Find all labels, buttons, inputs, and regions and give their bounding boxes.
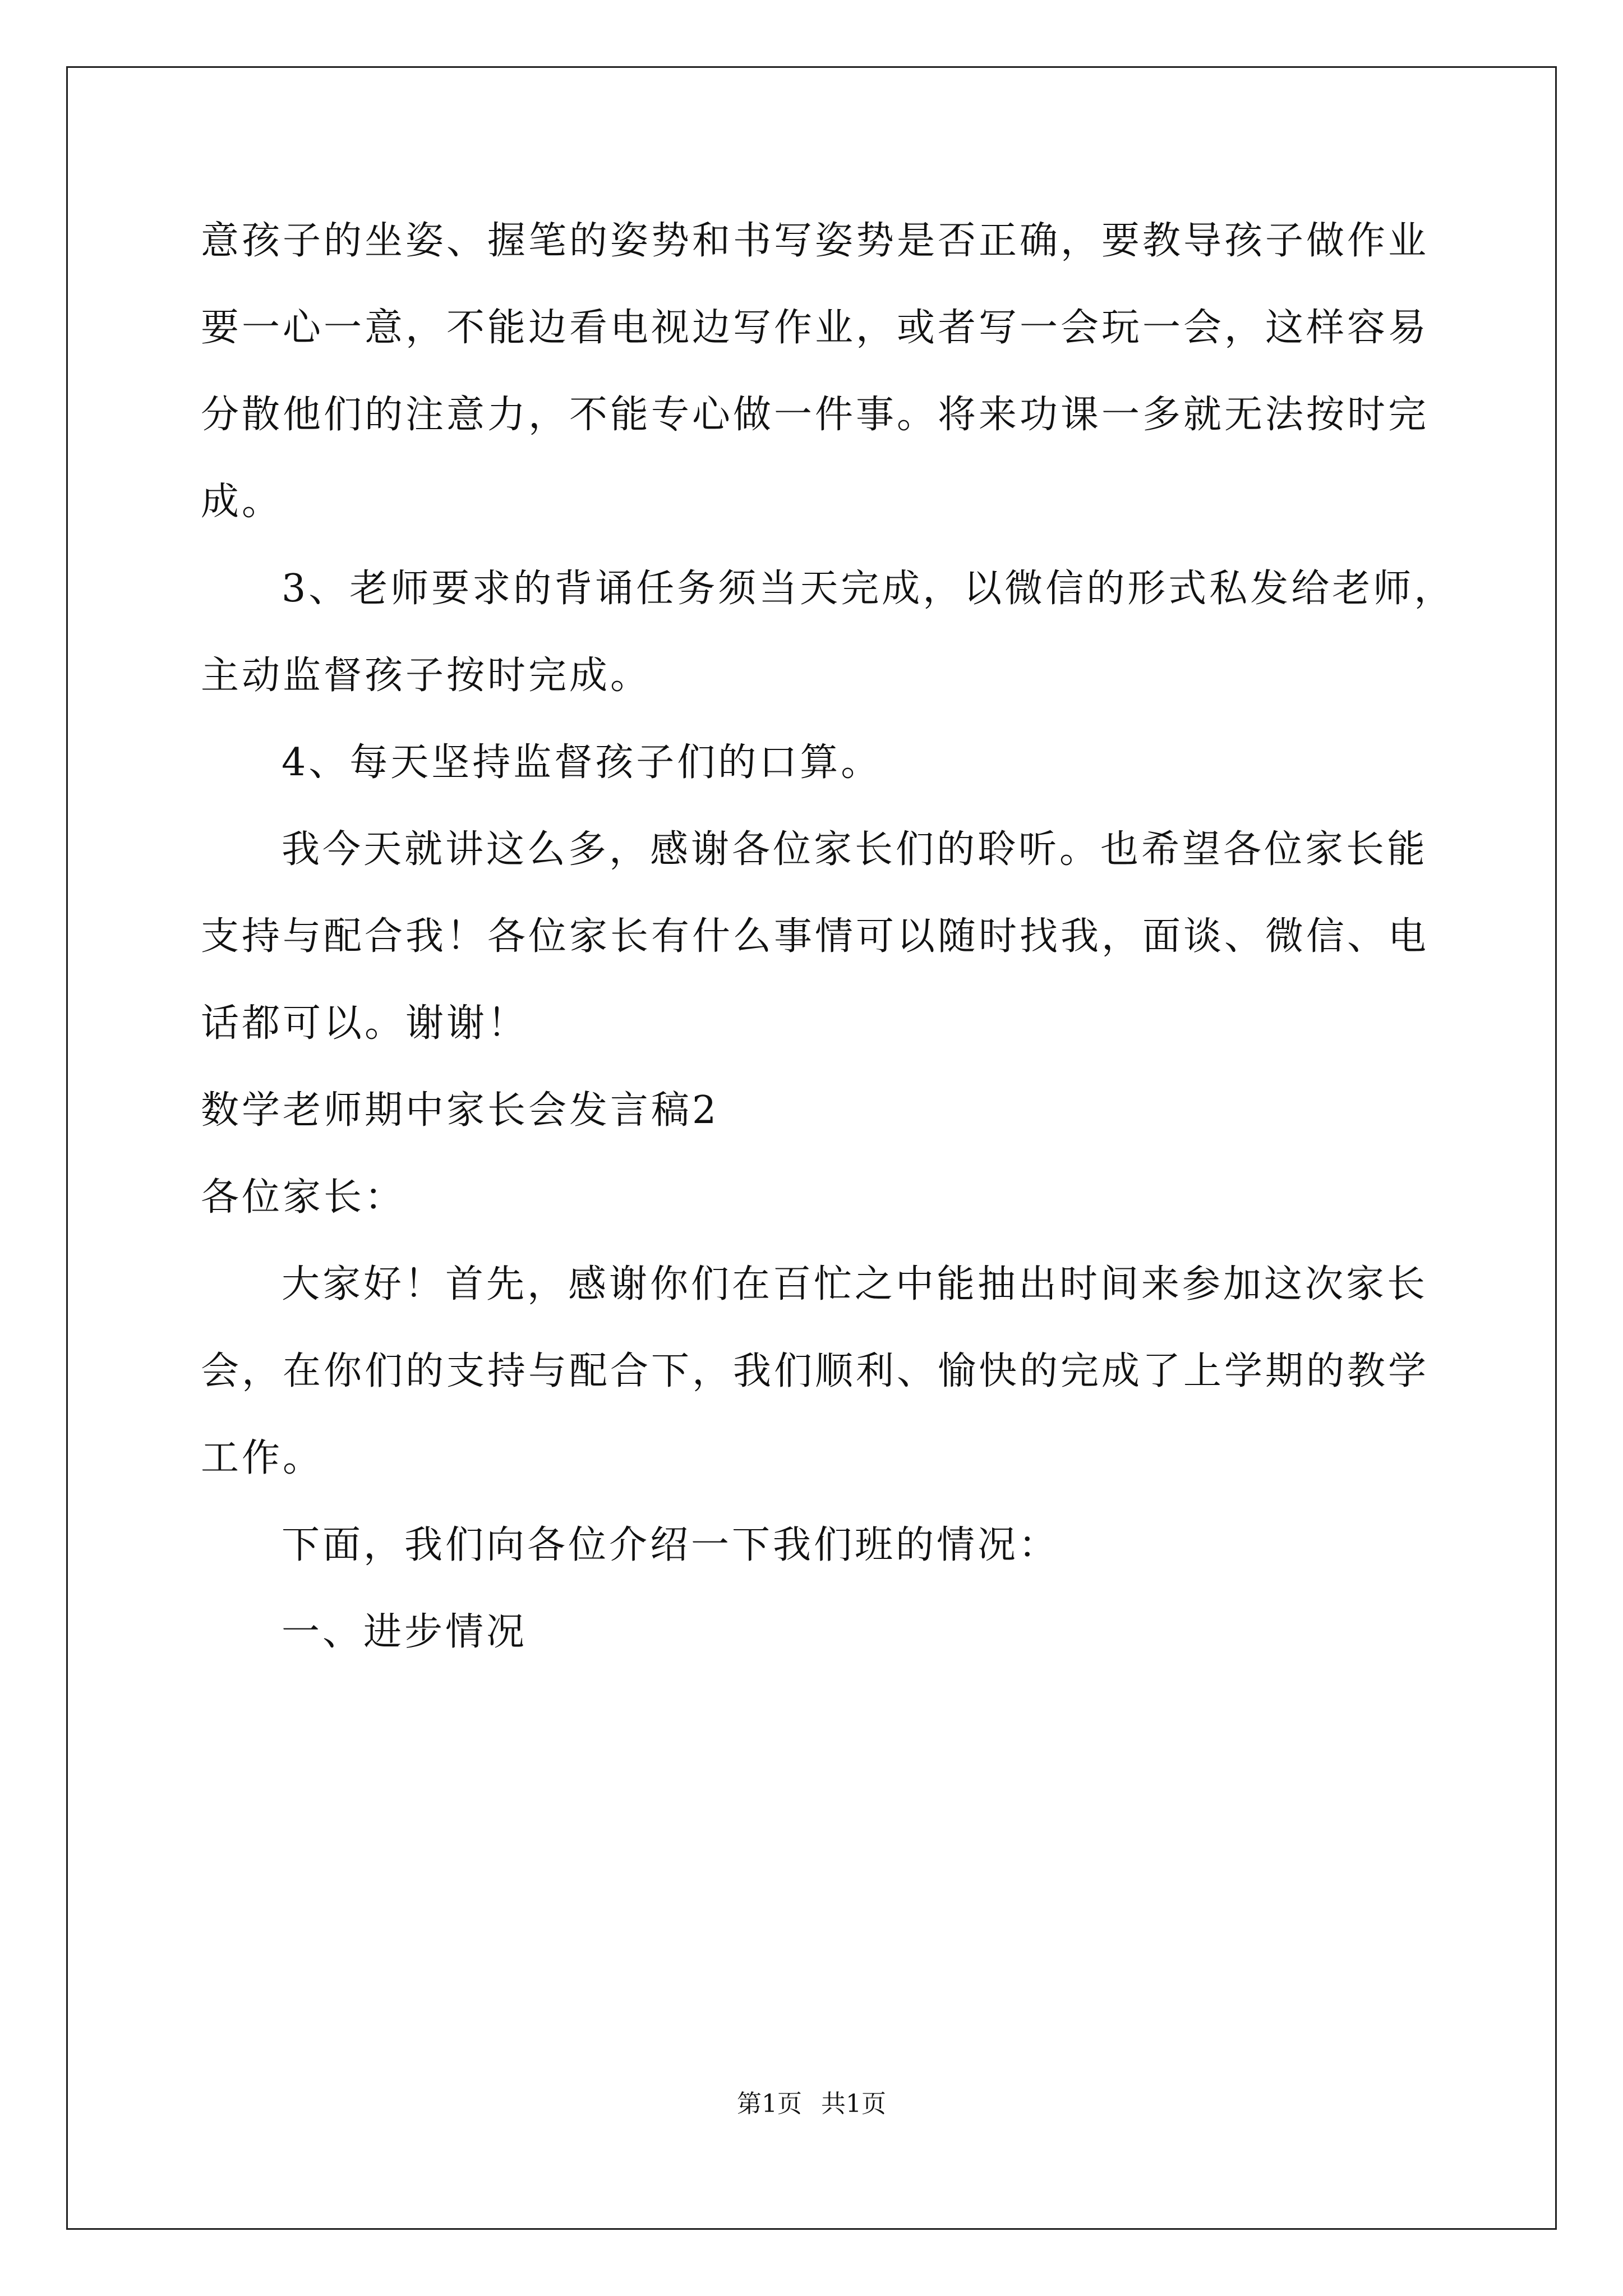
numbered-item-3: 3、老师要求的背诵任务须当天完成，以微信的形式私发给老师， — [282, 567, 1455, 611]
body-line: 支持与配合我！各位家长有什么事情可以随时找我，面谈、微信、电 — [201, 914, 1430, 959]
body-line: 分散他们的注意力，不能专心做一件事。将来功课一多就无法按时完 — [201, 393, 1430, 437]
body-line: 意孩子的坐姿、握笔的姿势和书写姿势是否正确，要教导孩子做作业 — [201, 219, 1430, 263]
paragraph-start: 大家好！首先，感谢你们在百忙之中能抽出时间来参加这次家长 — [282, 1262, 1428, 1306]
paragraph-start: 我今天就讲这么多，感谢各位家长们的聆听。也希望各位家长能 — [282, 827, 1428, 872]
section-title: 数学老师期中家长会发言稿2 — [201, 1088, 720, 1133]
total-pages: 共1页 — [821, 2090, 886, 2118]
body-line: 主动监督孩子按时完成。 — [201, 654, 652, 698]
body-line: 工作。 — [201, 1436, 324, 1480]
numbered-item-4: 4、每天坚持监督孩子们的口算。 — [282, 740, 882, 785]
body-line: 会，在你们的支持与配合下，我们顺利、愉快的完成了上学期的教学 — [201, 1349, 1430, 1393]
page-number: 第1页 — [737, 2090, 802, 2118]
paragraph-start: 下面，我们向各位介绍一下我们班的情况： — [282, 1523, 1060, 1567]
body-line: 成。 — [201, 480, 283, 524]
body-line: 话都可以。谢谢！ — [201, 1001, 529, 1046]
page-footer — [0, 2090, 1623, 2119]
subsection-heading: 一、进步情况 — [282, 1610, 528, 1654]
salutation: 各位家长： — [201, 1175, 406, 1220]
body-line: 要一心一意，不能边看电视边写作业，或者写一会玩一会，这样容易 — [201, 306, 1430, 350]
page-border — [66, 66, 1557, 2230]
